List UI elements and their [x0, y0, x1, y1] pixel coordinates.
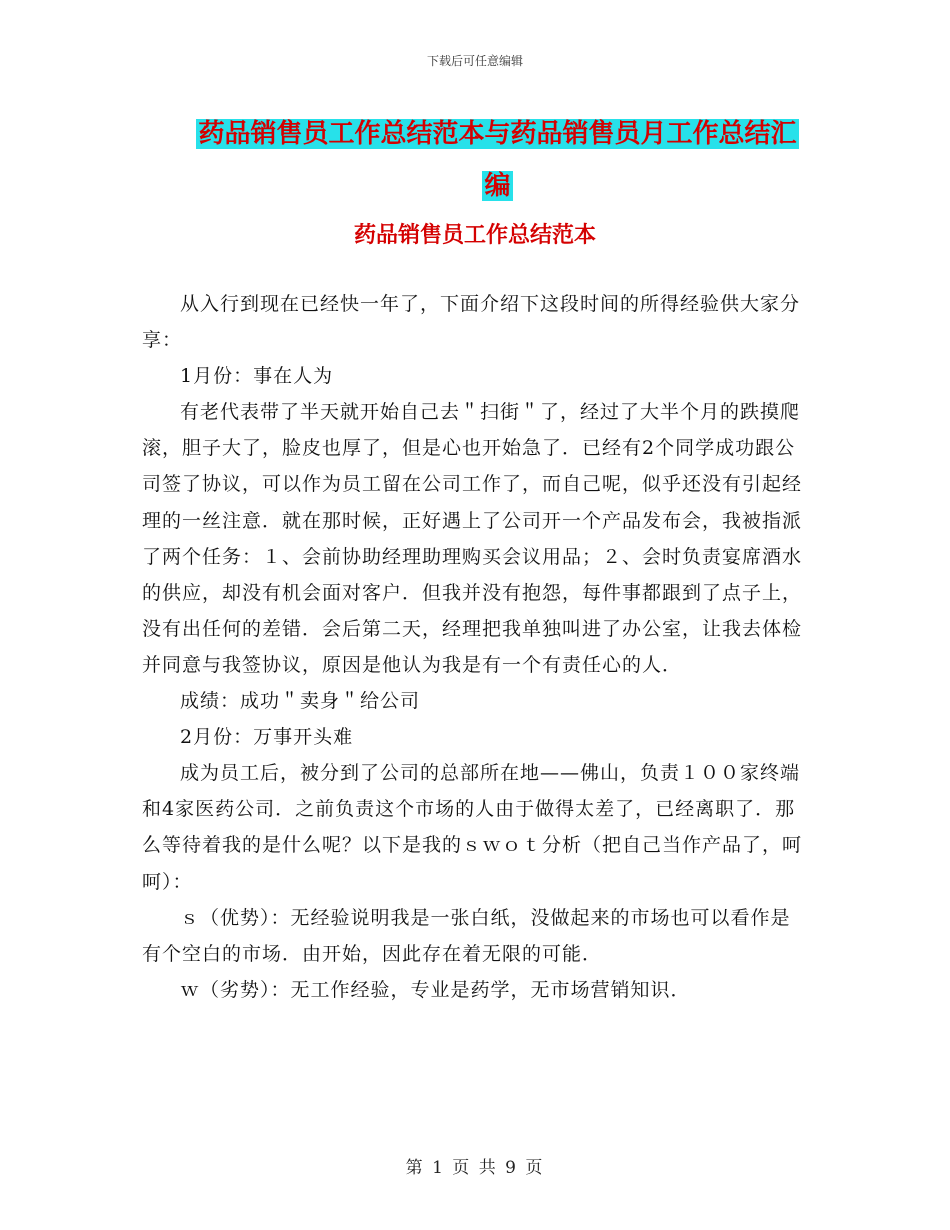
- paragraph: 从入行到现在已经快一年了，下面介绍下这段时间的所得经验供大家分享：: [142, 293, 801, 352]
- paragraph: 有老代表带了半天就开始自己去＂扫街＂了，经过了大半个月的跌摸爬滚，胆子大了，脸皮也厚了，但是心也开始急了．已经有2个同学成功跟公司签了协议，可以作为员工留在公司工作了，而自己呢，似乎还没有引起经理的一丝注意．就在那时候，正好遇上了公司开一个产品发布会，我被指派了两个任务：１、会前协助经理助理购买会议用品；２、会时负责宴席酒水的供应，却没有机会面对客户．但我并没有抱怨，每件事都跟到了点子上，没有出任何的差错．会后第二天，经理把我单独叫进了办公室，让我去体检并同意与我签协议，原因是他认为我是有一个有责任心的人．: [142, 401, 803, 676]
- document-title-line-2: 编: [484, 171, 511, 201]
- document-title-line-1: 药品销售员工作总结范本与药品销售员月工作总结汇: [198, 119, 797, 149]
- section-title: 药品销售员工作总结范本: [353, 222, 596, 248]
- document-title: [185, 108, 810, 212]
- paragraph: 成为员工后，被分到了公司的总部所在地——佛山，负责１００家终端和4家医药公司．之前负责这个市场的人由于做得太差了，已经离职了．那么等待着我的是什么呢？以下是我的ｓｗｏｔ分析（把自己当作产品了，呵呵）：: [142, 762, 803, 893]
- paragraph: 1月份：事在人为: [180, 365, 334, 388]
- paragraph: ｗ（劣势）：无工作经验，专业是药学，无市场营销知识．: [180, 978, 691, 1001]
- paragraph: ｓ（优势）：无经验说明我是一张白纸，没做起来的市场也可以看作是有个空白的市场．由开始，因此存在着无限的可能．: [142, 906, 791, 965]
- paragraph: 成绩：成功＂卖身＂给公司: [180, 690, 421, 713]
- paragraph: 2月份：万事开头难: [180, 726, 354, 749]
- page-footer: 第 1 页 共 9 页: [405, 1158, 545, 1178]
- document-body: [142, 286, 802, 1008]
- header-note: 下载后可任意编辑: [426, 54, 523, 68]
